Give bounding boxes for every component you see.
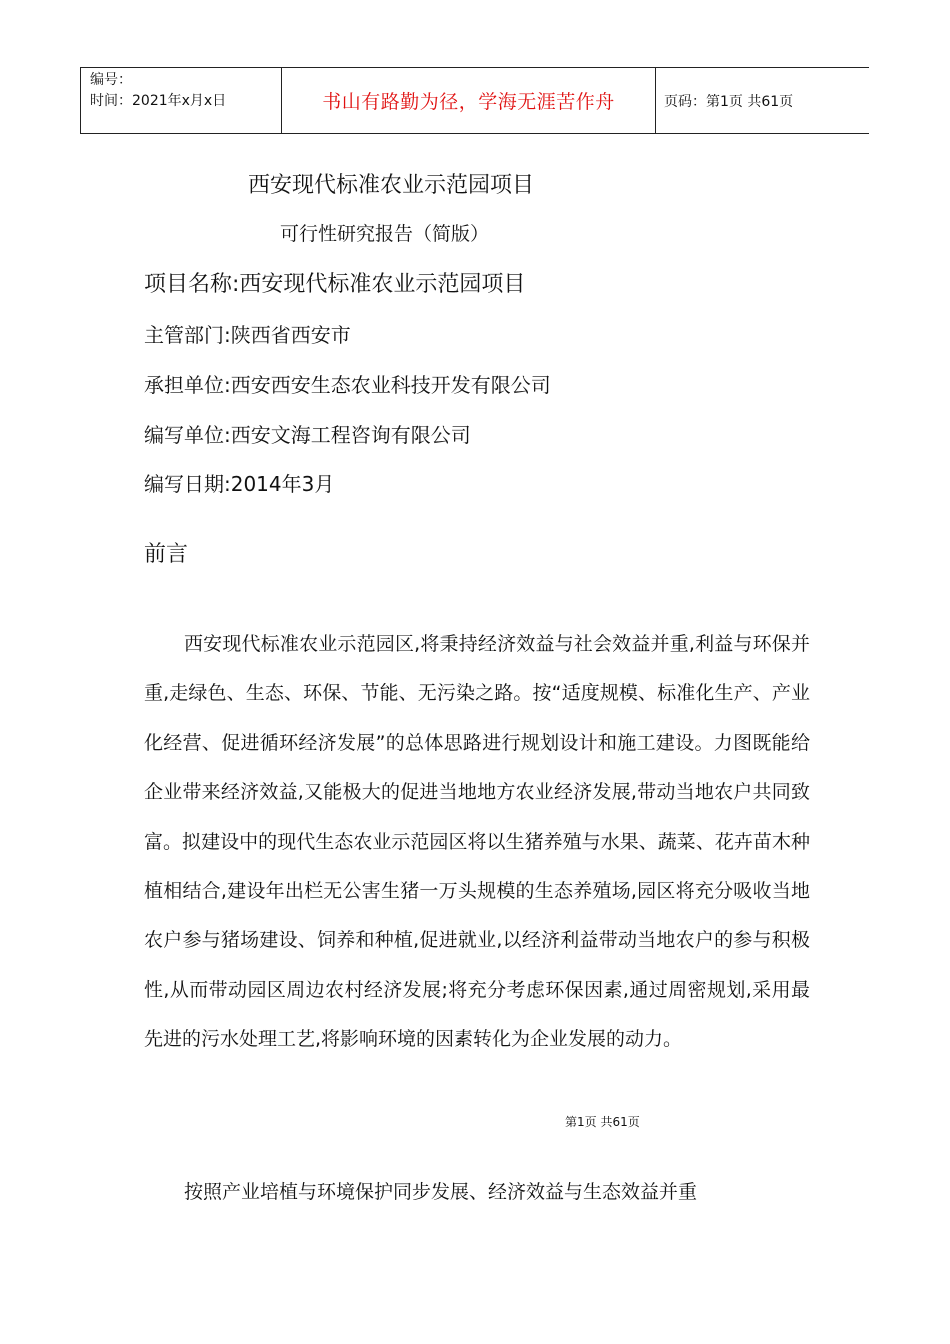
header-motto-cell [282, 68, 656, 133]
page-code: 页码：第1页 共61页 [664, 93, 794, 110]
meta-undertaker: 承担单位:西安西安生态农业科技开发有限公司 [144, 373, 551, 397]
header-info-cell [81, 68, 282, 133]
motto-text: 书山有路勤为径，学海无涯苦作舟 [322, 91, 615, 113]
header-page-cell [656, 68, 869, 133]
body-paragraph: 按照产业培植与环境保护同步发展、经济效益与生态效益并重 [184, 1181, 698, 1203]
serial-number-label: 编号： [90, 72, 132, 88]
section-title-preface: 前言 [144, 542, 189, 567]
document-title: 西安现代标准农业示范园项目 [248, 173, 535, 198]
meta-date: 编写日期:2014年3月 [144, 472, 335, 496]
body-paragraph: 西安现代标准农业示范园区,将秉持经济效益与社会效益并重,利益与环保并重,走绿色、生态、环保、节能、无污染之路。按“适度规模、标准化生产、产业化经营、促进循环经济发展”的总体思路进行规划设计和施工建设。力图既能给企业带来经济效益,又能极大的促进当地地方农业经济发展,带动当地农户共同致富。拟建设中的现代生态农业示范园区将以生猪养殖与水果、蔬菜、花卉苗木种植相结合,建设年出栏无公害生猪一万头规模的生态养殖场,园区将充分吸收当地农户参与猪场建设、饲养和种植,促进就业,以经济利益带动当地农户的参与积极性,从而带动园区周边农村经济发展;将充分考虑环保因素,通过周密规划,采用最先进的污水处理工艺,将影响环境的因素转化为企业发展的动力。 [144, 633, 810, 1051]
meta-author-unit: 编写单位:西安文海工程咨询有限公司 [144, 423, 471, 447]
document-header-table [80, 67, 869, 134]
page-footer-number: 第1页 共61页 [565, 1115, 640, 1129]
date-label: 时间：2021年x月x日 [90, 93, 227, 109]
document-subtitle: 可行性研究报告（简版） [280, 223, 490, 245]
meta-project-name: 项目名称:西安现代标准农业示范园项目 [144, 272, 526, 297]
meta-department: 主管部门:陕西省西安市 [144, 323, 351, 347]
